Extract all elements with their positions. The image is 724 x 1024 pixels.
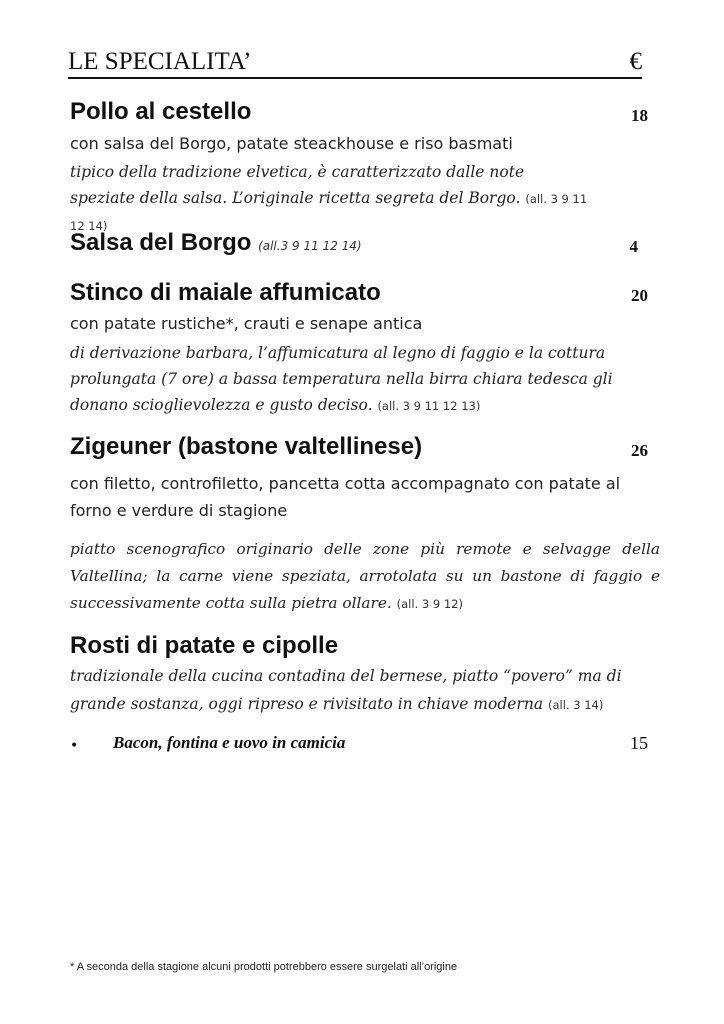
dish-name <box>70 229 362 260</box>
section-header <box>68 47 642 79</box>
dish-name: Pollo al cestello <box>70 98 252 125</box>
dish-description: con patate rustiche*, crauti e senape antica <box>70 314 423 333</box>
dish-price: 4 <box>629 237 638 256</box>
section-title: LE SPECIALITA’ <box>68 48 252 75</box>
dish-note <box>70 536 660 618</box>
dish-price: 20 <box>631 286 648 305</box>
allergens: (all. 3 9 11 12 13) <box>377 399 481 413</box>
allergens: (all.3 9 11 12 14) <box>258 239 362 253</box>
dish-note-text: tradizionale della cucina contadina del bernese, piatto “povero” ma di grande sostanza, oggi ripreso e rivisitato in chiave moderna <box>70 667 622 713</box>
allergens: (all. 3 14) <box>548 698 604 712</box>
currency-symbol: € <box>629 48 642 75</box>
dish-name: Zigeuner (bastone valtellinese) <box>70 433 423 460</box>
dish-description: con filetto, controfiletto, pancetta cotta accompagnato con patate al forno e verdure di stagione <box>70 474 621 520</box>
allergens: (all. 3 9 11 12 14) <box>70 192 588 233</box>
variant-label: Bacon, fontina e uovo in camicia <box>113 733 346 752</box>
dish-name: Stinco di maiale affumicato <box>70 279 381 306</box>
dish-note-text: piatto scenografico originario delle zone più remote e selvagge della Valtellina; la carne viene speziata, arrotolata su un bastone di faggio e successivamente cotta sulla pietra ollare. <box>70 540 660 612</box>
dish-note-text: di derivazione barbara, l’affumicatura al legno di faggio e la cottura prolungata (7 ore) a bassa temperatura nella birra chiara tedesca gli donano scioglievolezza e gusto deciso. <box>70 344 613 414</box>
footnote: * A seconda della stagione alcuni prodotti potrebbero essere surgelati all’origine <box>70 961 458 973</box>
allergens: (all. 3 9 12) <box>396 597 463 611</box>
dish-note <box>70 662 655 719</box>
dish-note-text: tipico della tradizione elvetica, è caratterizzato dalle note speziate della salsa. L’originale ricetta segreta del Borgo. <box>70 163 525 207</box>
dish-description: con salsa del Borgo, patate steackhouse e riso basmati <box>70 134 513 153</box>
dish-note <box>70 340 650 419</box>
variant-price: 15 <box>630 733 648 753</box>
bullet-icon: • <box>70 738 79 754</box>
dish-price: 18 <box>631 106 648 125</box>
dish-note <box>70 159 590 239</box>
dish-name: Rosti di patate e cipolle <box>70 632 339 659</box>
dish-price: 26 <box>631 441 648 460</box>
dish-name-text: Salsa del Borgo <box>70 229 252 256</box>
